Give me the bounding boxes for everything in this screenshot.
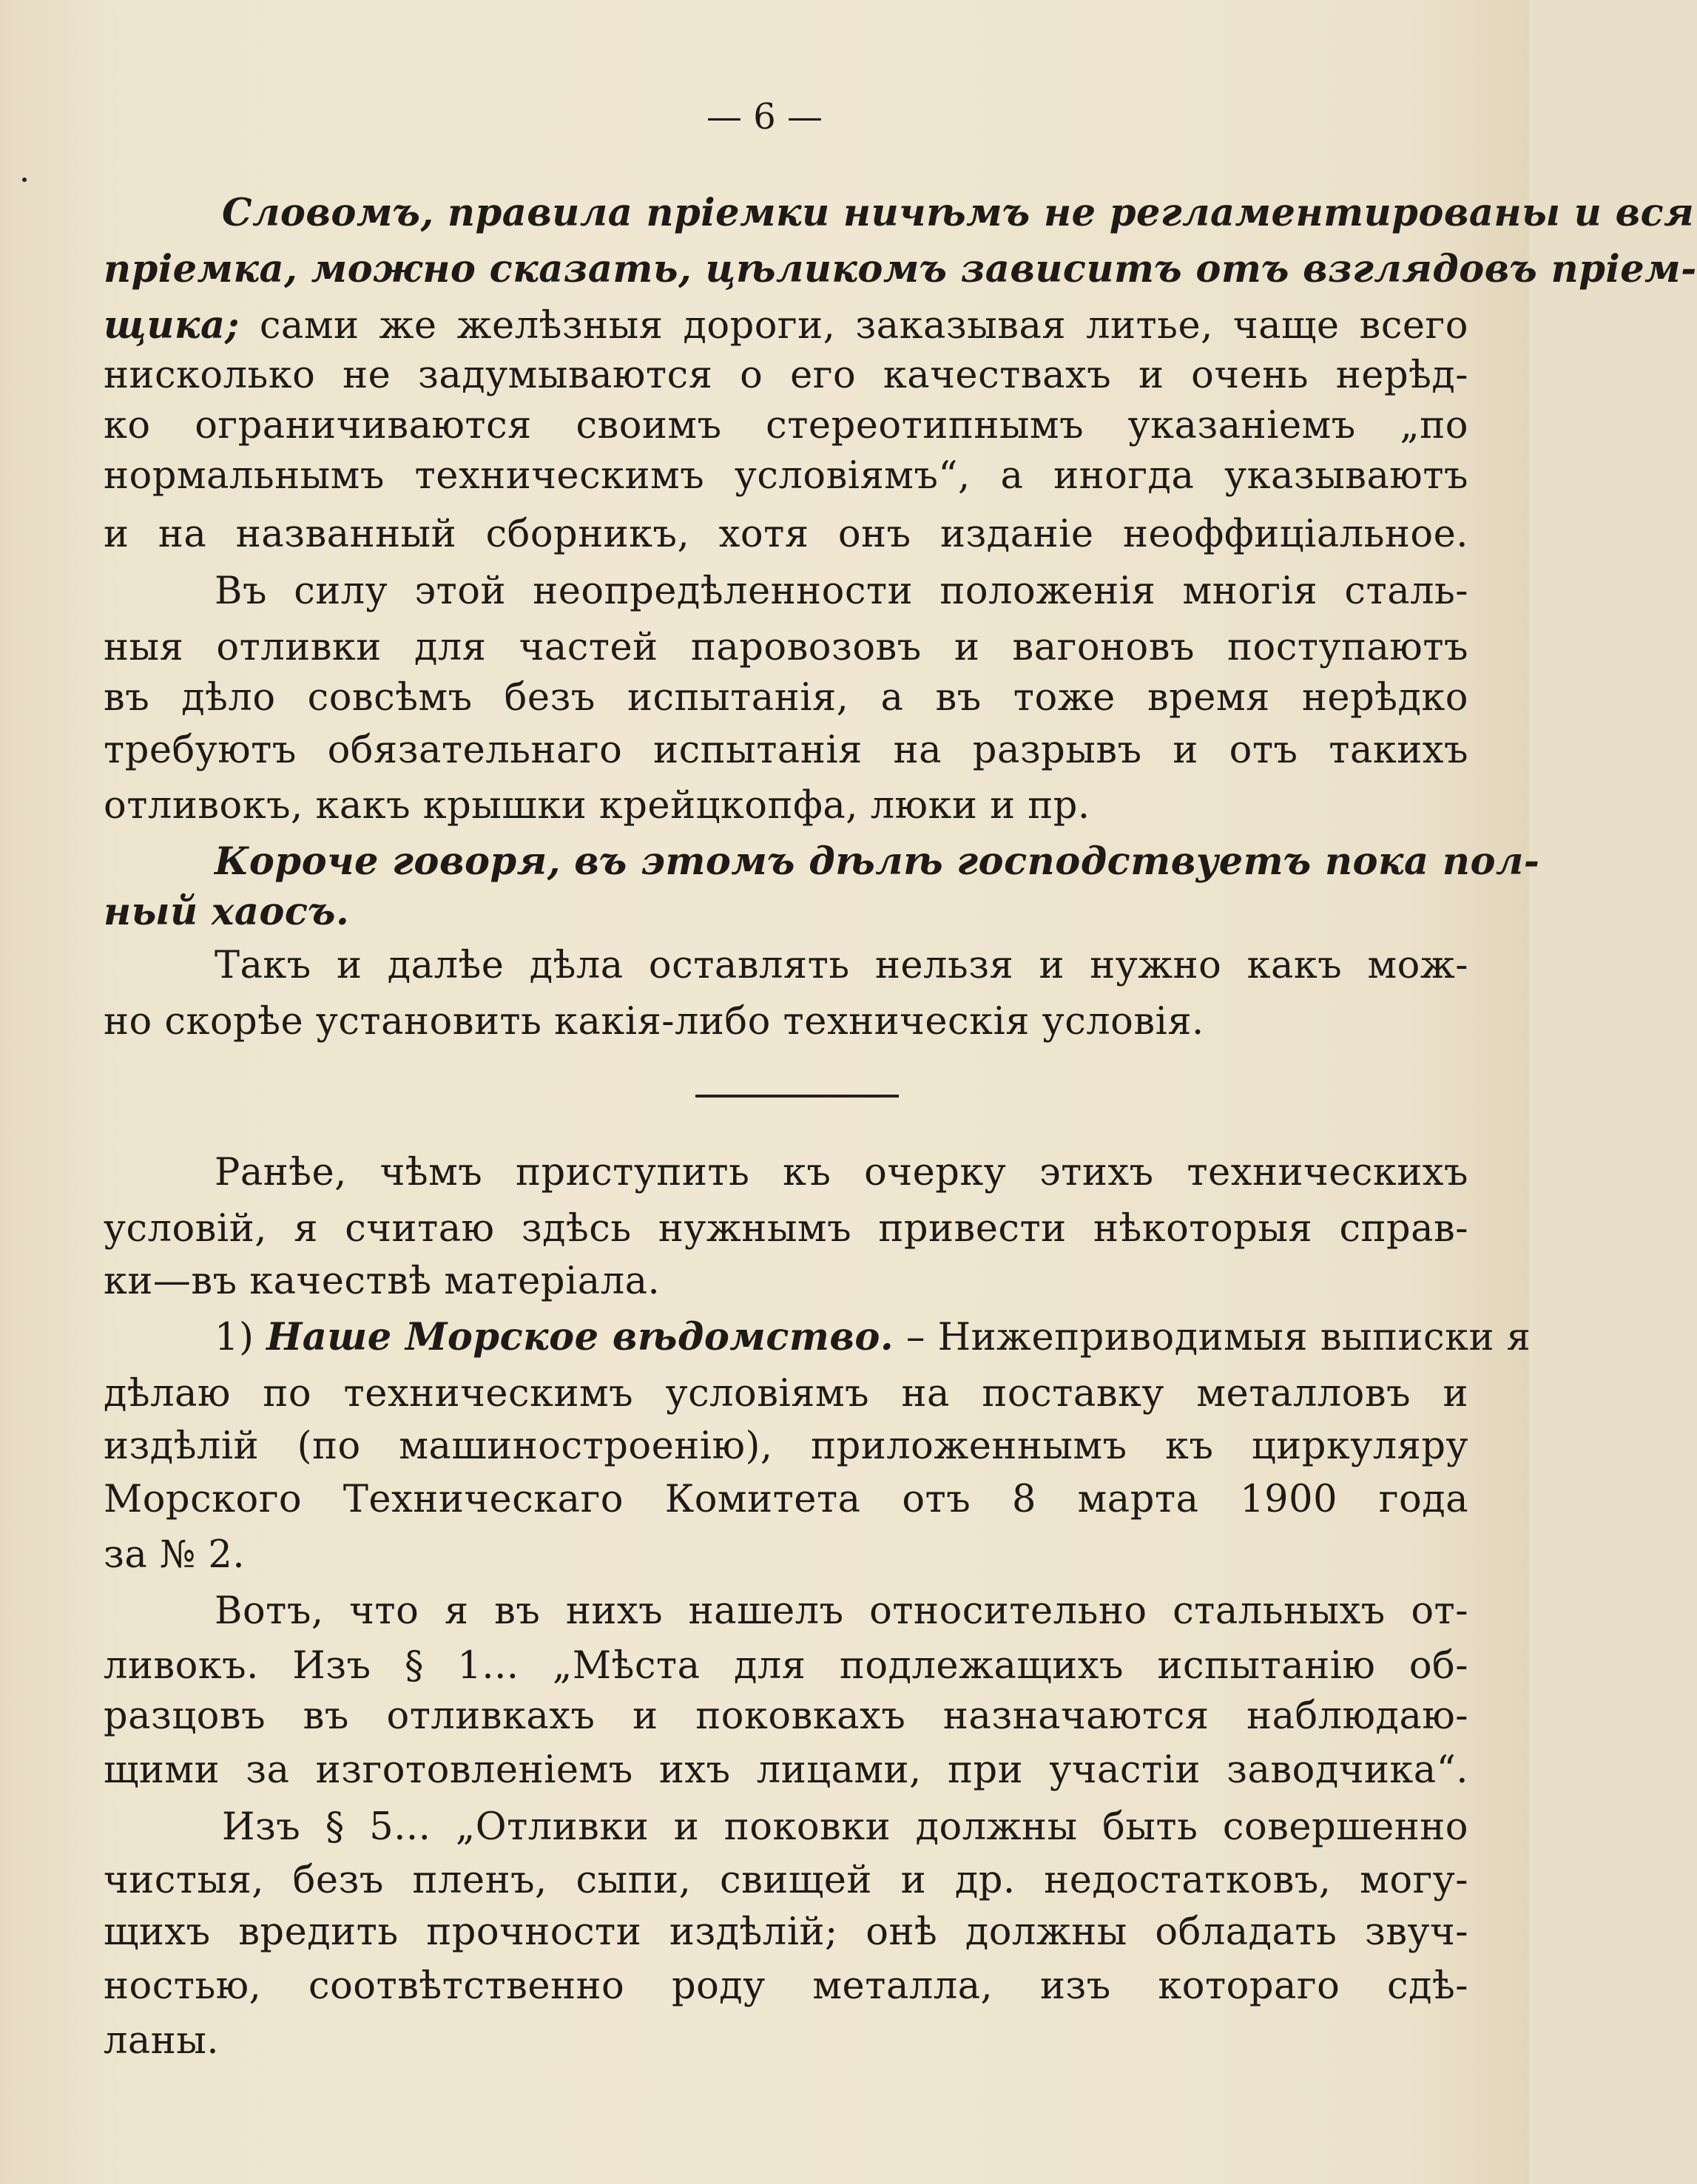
text-line: Короче говоря, въ этомъ дѣлѣ господствуетъ пока пол- (215, 839, 1540, 884)
text-line (104, 1472, 1468, 1528)
text-line (104, 1309, 1531, 1365)
text-line (104, 241, 1697, 297)
ink-speck (22, 178, 27, 182)
text-line: условiй, я считаю здѣсь нужнымъ привести нѣкоторыя справ- (104, 1207, 1468, 1251)
italic-text: Словомъ, правила прiемки ничѣмъ не регламентированы и вся (222, 191, 1695, 235)
italic-text: прiемка, можно сказать, цѣликомъ зависитъ отъ взглядовъ прiем- (104, 247, 1697, 291)
text-line: ностью, соотвѣтственно роду металла, изъ котораго сдѣ- (104, 1964, 1468, 2008)
text-line: щими за изготовленiемъ ихъ лицами, при участiи заводчика“. (104, 1748, 1468, 1792)
text-line: Изъ § 5... „Отливки и поковки должны быть совершенно (222, 1805, 1468, 1849)
text-line (104, 348, 1468, 404)
text-line: ныя отливки для частей паровозовъ и вагоновъ поступаютъ (104, 626, 1468, 669)
text-line: ланы. (104, 2019, 220, 2063)
text-line (104, 297, 1468, 354)
text-line: требуютъ обязательнаго испытанiя на разрывъ и отъ такихъ (104, 728, 1468, 772)
text-span: ко ограничиваются своимъ стереотипнымъ указанiемъ „по (104, 404, 1468, 447)
text-line: чистыя, безъ пленъ, сыпи, свищей и др. недостатковъ, могу- (104, 1859, 1468, 1902)
text-span: дѣлаю по техническимъ условiямъ на поставку металловъ и (104, 1372, 1468, 1416)
text-span: за № 2. (104, 1533, 246, 1577)
text-line (104, 185, 1695, 241)
text-line: Ранѣе, чѣмъ приступить къ очерку этихъ техническихъ (215, 1151, 1468, 1194)
text-line (104, 1527, 1468, 1583)
text-line (104, 1419, 1468, 1475)
text-line (104, 448, 1468, 504)
text-span: 1) (215, 1316, 267, 1359)
text-span: и на названный сборникъ, хотя онъ изданiе неоффицiальное. (104, 513, 1468, 556)
text-span: нисколько не задумываются о его качествахъ и очень нерѣд- (104, 354, 1468, 397)
text-line: Такъ и далѣе дѣла оставлять нельзя и нужно какъ мож- (215, 944, 1468, 987)
page-number: — 6 — (706, 96, 823, 138)
italic-text: щика; (104, 303, 240, 348)
text-span: издѣлiй (по машиностроенiю), приложеннымъ къ циркуляру (104, 1424, 1468, 1468)
text-line: но скорѣе установить какiя-либо техническiя условiя. (104, 1000, 1204, 1044)
italic-text: Наше Морское вѣдомство. (266, 1315, 894, 1359)
text-line (104, 507, 1468, 563)
text-line: ливокъ. Изъ § 1... „Мѣста для подлежащихъ испытанiю об- (104, 1644, 1468, 1688)
text-line: Вотъ, что я въ нихъ нашелъ относительно стальныхъ от- (215, 1589, 1468, 1633)
text-line: ный хаосъ. (104, 890, 350, 934)
text-line: въ дѣло совсѣмъ безъ испытанiя, а въ тоже время нерѣдко (104, 676, 1468, 720)
text-line (104, 398, 1468, 454)
text-line: отливокъ, какъ крышки крейцкопфа, люки и пр. (104, 784, 1090, 828)
text-span: сами же желѣзныя дороги, заказывая литье, чаще всего (239, 304, 1468, 348)
section-divider (695, 1095, 899, 1098)
text-line (104, 1366, 1468, 1422)
text-span: – Нижеприводимыя выписки я (894, 1316, 1531, 1359)
text-line: ки—въ качествѣ матерiала. (104, 1260, 661, 1303)
text-line: разцовъ въ отливкахъ и поковкахъ назначаются наблюдаю- (104, 1694, 1468, 1738)
text-line: Въ силу этой неопредѣленности положенiя многiя сталь- (215, 569, 1468, 613)
text-span: Морского Техническаго Комитета отъ 8 марта 1900 года (104, 1478, 1468, 1521)
text-span: нормальнымъ техническимъ условiямъ“, а иногда указываютъ (104, 454, 1468, 498)
text-line: щихъ вредить прочности издѣлiй; онѣ должны обладать звуч- (104, 1910, 1468, 1954)
